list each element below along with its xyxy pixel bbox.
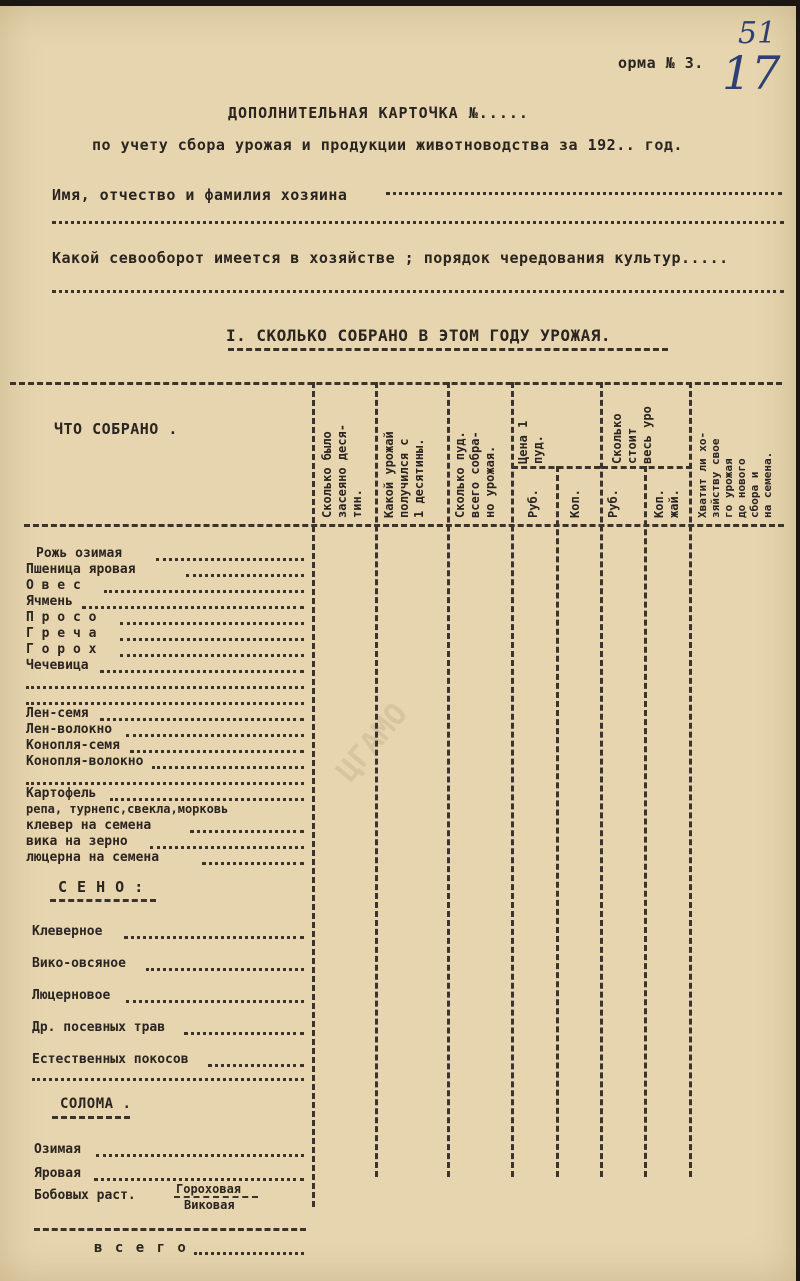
straw-legume-type-top: Гороховая [176,1182,242,1196]
crop-row-dots [150,846,304,849]
hay-row-label: Естественных покосов [32,1052,189,1067]
crop-row-dots [26,702,304,705]
document-sheet [0,6,796,1281]
col-line-6 [600,382,603,1177]
hay-row-label: Клеверное [32,924,103,939]
total-separator [34,1228,306,1231]
crop-row-dots [126,734,304,737]
crop-row-label: Конопля-семя [26,738,120,753]
straw-row-dots [96,1154,304,1157]
header-sown-area: Сколько было засеяно деся- тин. [320,424,364,518]
header-price-kop: Коп. [568,489,582,518]
hay-row-dots [124,936,304,939]
owner-name-label: Имя, отчество и фамилия хозяина [52,186,348,204]
crop-row-label: клевер на семена [26,818,152,833]
col-line-2 [375,382,378,1177]
crop-row-label: репа, турнепс,свекла,морковь [26,802,229,816]
hay-row-label: Др. посевных трав [32,1020,166,1035]
straw-row-dots [94,1178,304,1181]
crop-row-label: П р о с о [26,610,97,625]
crop-row-dots [110,798,304,801]
crop-row-dots [120,654,304,657]
crop-row-label: О в е с [26,578,81,593]
header-yield-per-desyatina: Какой урожай получился с 1 десятины. [382,431,426,518]
crop-row-label: Лен-семя [26,706,89,721]
hay-heading: С Е Н О : [58,878,144,896]
section-heading: I. СКОЛЬКО СОБРАНО В ЭТОМ ГОДУ УРОЖАЯ. [226,326,612,345]
total-dots [194,1252,304,1255]
crop-row-dots [186,574,304,577]
crop-row-dots [100,718,304,721]
crop-row-label: Чечевица [26,658,89,673]
section-heading-underline [228,348,668,351]
col-line-5 [556,466,559,1177]
owner-name-dotted-line-2 [52,221,784,224]
crop-row-dots [26,782,304,785]
header-value-title: Сколько стоит весь уро [610,406,654,464]
header-total-harvest: Сколько пуд. всего собра- но урожая. [453,431,497,518]
straw-row-label: Бобовых раст. [34,1188,136,1203]
crop-row-dots [156,558,304,561]
hay-row-dots [184,1032,304,1035]
owner-name-dotted-line [386,192,782,195]
document-title: ДОПОЛНИТЕЛЬНАЯ КАРТОЧКА №..... [228,104,529,122]
crop-row-label: Ячмень [26,594,73,609]
crop-row-dots [202,862,304,865]
hay-section-end-dots [32,1078,304,1081]
crop-rotation-label: Какой севооборот имеется в хозяйстве ; порядок чередования культур..... [52,249,729,267]
straw-heading-underline [52,1116,130,1119]
crop-row-dots [100,670,304,673]
crop-row-label: Г о р о х [26,642,97,657]
hay-row-label: Вико-овсяное [32,956,126,971]
handwritten-page-number: 51 [738,16,777,51]
col-line-1 [312,382,315,1207]
crop-row-dots [26,686,304,689]
straw-row-label: Яровая [34,1166,81,1181]
crop-rotation-dotted-line [52,290,784,293]
crop-row-label: люцерна на семена [26,850,160,865]
hay-heading-underline [50,899,156,902]
crop-row-dots [120,638,304,641]
crop-row-dots [190,830,304,833]
straw-legume-type-bottom: Виковая [184,1198,235,1212]
table-top-border [10,382,782,385]
crop-row-label: Пшеница яровая [26,562,136,577]
crop-row-label: Картофель [26,786,97,801]
crop-row-label: Конопля-волокно [26,754,144,769]
document-subtitle: по учету сбора урожая и продукции животноводства за 192.. год. [92,136,683,154]
handwritten-document-number: 17 [722,46,781,100]
table-header-bottom-border [24,524,784,527]
crop-row-dots [82,606,304,609]
col-line-3 [447,382,450,1177]
col-line-8 [689,382,692,1177]
hay-row-dots [208,1064,304,1067]
header-sufficiency: Хватит ли хо- зяйству свое го урожая до нового сбора и на семена. [696,431,774,518]
crop-row-dots [120,622,304,625]
header-value-kop: Коп. жай. [652,489,681,518]
value-group-divider [602,466,692,469]
crop-row-label: Лен-волокно [26,722,113,737]
hay-row-dots [126,1000,304,1003]
header-price-per-pud: Цена 1 пуд. [516,420,545,464]
form-number: орма № 3. [618,54,704,72]
hay-row-label: Люцерновое [32,988,111,1003]
crop-row-label: вика на зерно [26,834,128,849]
crop-row-label: Рожь озимая [36,546,123,561]
col-line-7 [644,466,647,1177]
crop-row-dots [152,766,304,769]
crop-row-dots [130,750,304,753]
total-label: в с е г о [94,1240,188,1256]
straw-row-label: Озимая [34,1142,81,1157]
crop-row-dots [104,590,304,593]
header-what-collected: ЧТО СОБРАНО . [54,420,178,438]
hay-row-dots [146,968,304,971]
header-price-rub: Руб. [526,489,540,518]
archive-watermark: ЦГАМО [330,696,415,789]
header-value-rub: Руб. [606,489,620,518]
crop-row-label: Г р е ч а [26,626,97,641]
straw-heading: СОЛОМА . [60,1096,132,1112]
col-line-4 [511,382,514,1177]
